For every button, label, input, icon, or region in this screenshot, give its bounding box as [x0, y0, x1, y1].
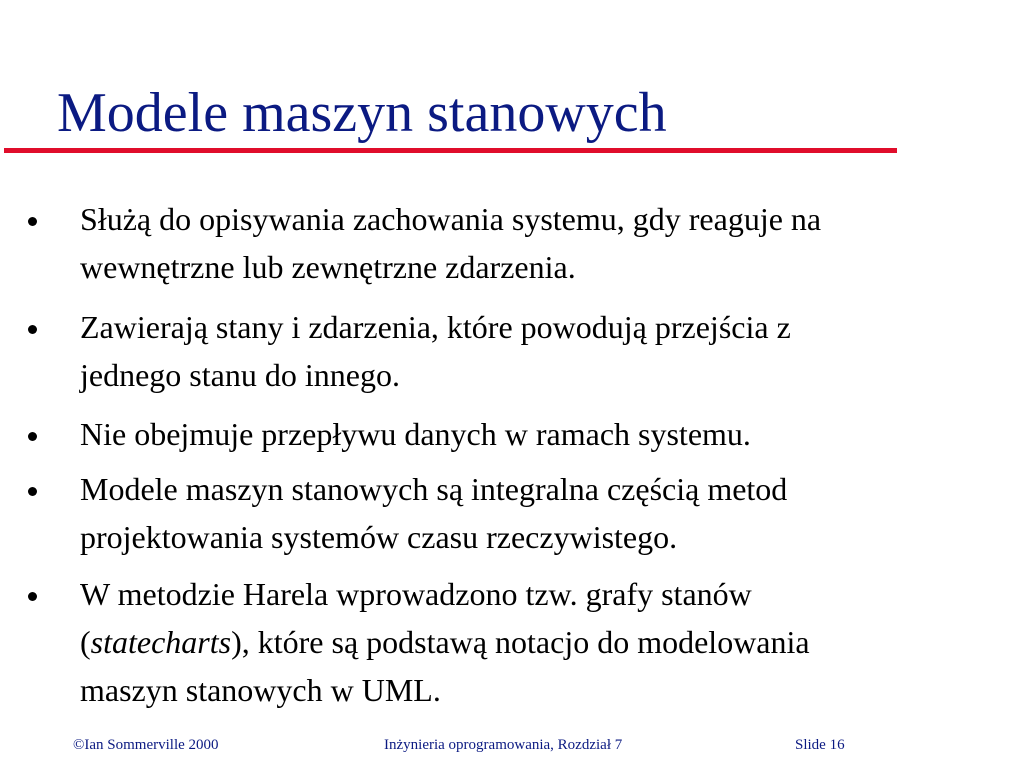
footer-copyright: ©Ian Sommerville 2000 [73, 737, 219, 753]
bullet-dot [28, 217, 37, 226]
bullet-line: projektowania systemów czasu rzeczywistego. [80, 519, 678, 555]
bullet-dot [28, 592, 37, 601]
bullet-line: Służą do opisywania zachowania systemu, gdy reaguje na [80, 201, 822, 237]
bullet-line [80, 618, 1015, 666]
bullet-line-rest: ), które są podstawą notacjo do modelowania [231, 624, 810, 660]
slide-title: Modele maszyn stanowych [57, 82, 667, 144]
footer-slide-number: Slide 16 [795, 737, 845, 753]
bullet-dot [28, 325, 37, 334]
open-paren: ( [80, 624, 91, 660]
bullet-line: maszyn stanowych w UML. [80, 672, 441, 708]
bullet-text [80, 303, 1015, 399]
bullet-line: Modele maszyn stanowych są integralna częścią metod [80, 471, 788, 507]
bullet-text [80, 465, 1015, 561]
bullet-line: wewnętrzne lub zewnętrzne zdarzenia. [80, 249, 576, 285]
bullet-line: Nie obejmuje przepływu danych w ramach systemu. [80, 416, 751, 452]
bullet-text [80, 195, 1015, 291]
statecharts-term: statecharts [90, 624, 232, 660]
bullet-dot [28, 487, 37, 496]
bullet-line: Zawierają stany i zdarzenia, które powodują przejścia z [80, 309, 791, 345]
bullet-text [80, 410, 1015, 458]
footer-course: Inżynieria oprogramowania, Rozdział 7 [384, 737, 623, 753]
bullet-line: jednego stanu do innego. [80, 357, 400, 393]
bullet-text [80, 570, 1015, 714]
bullet-line: W metodzie Harela wprowadzono tzw. grafy stanów [80, 576, 752, 612]
bullet-dot [28, 432, 37, 441]
